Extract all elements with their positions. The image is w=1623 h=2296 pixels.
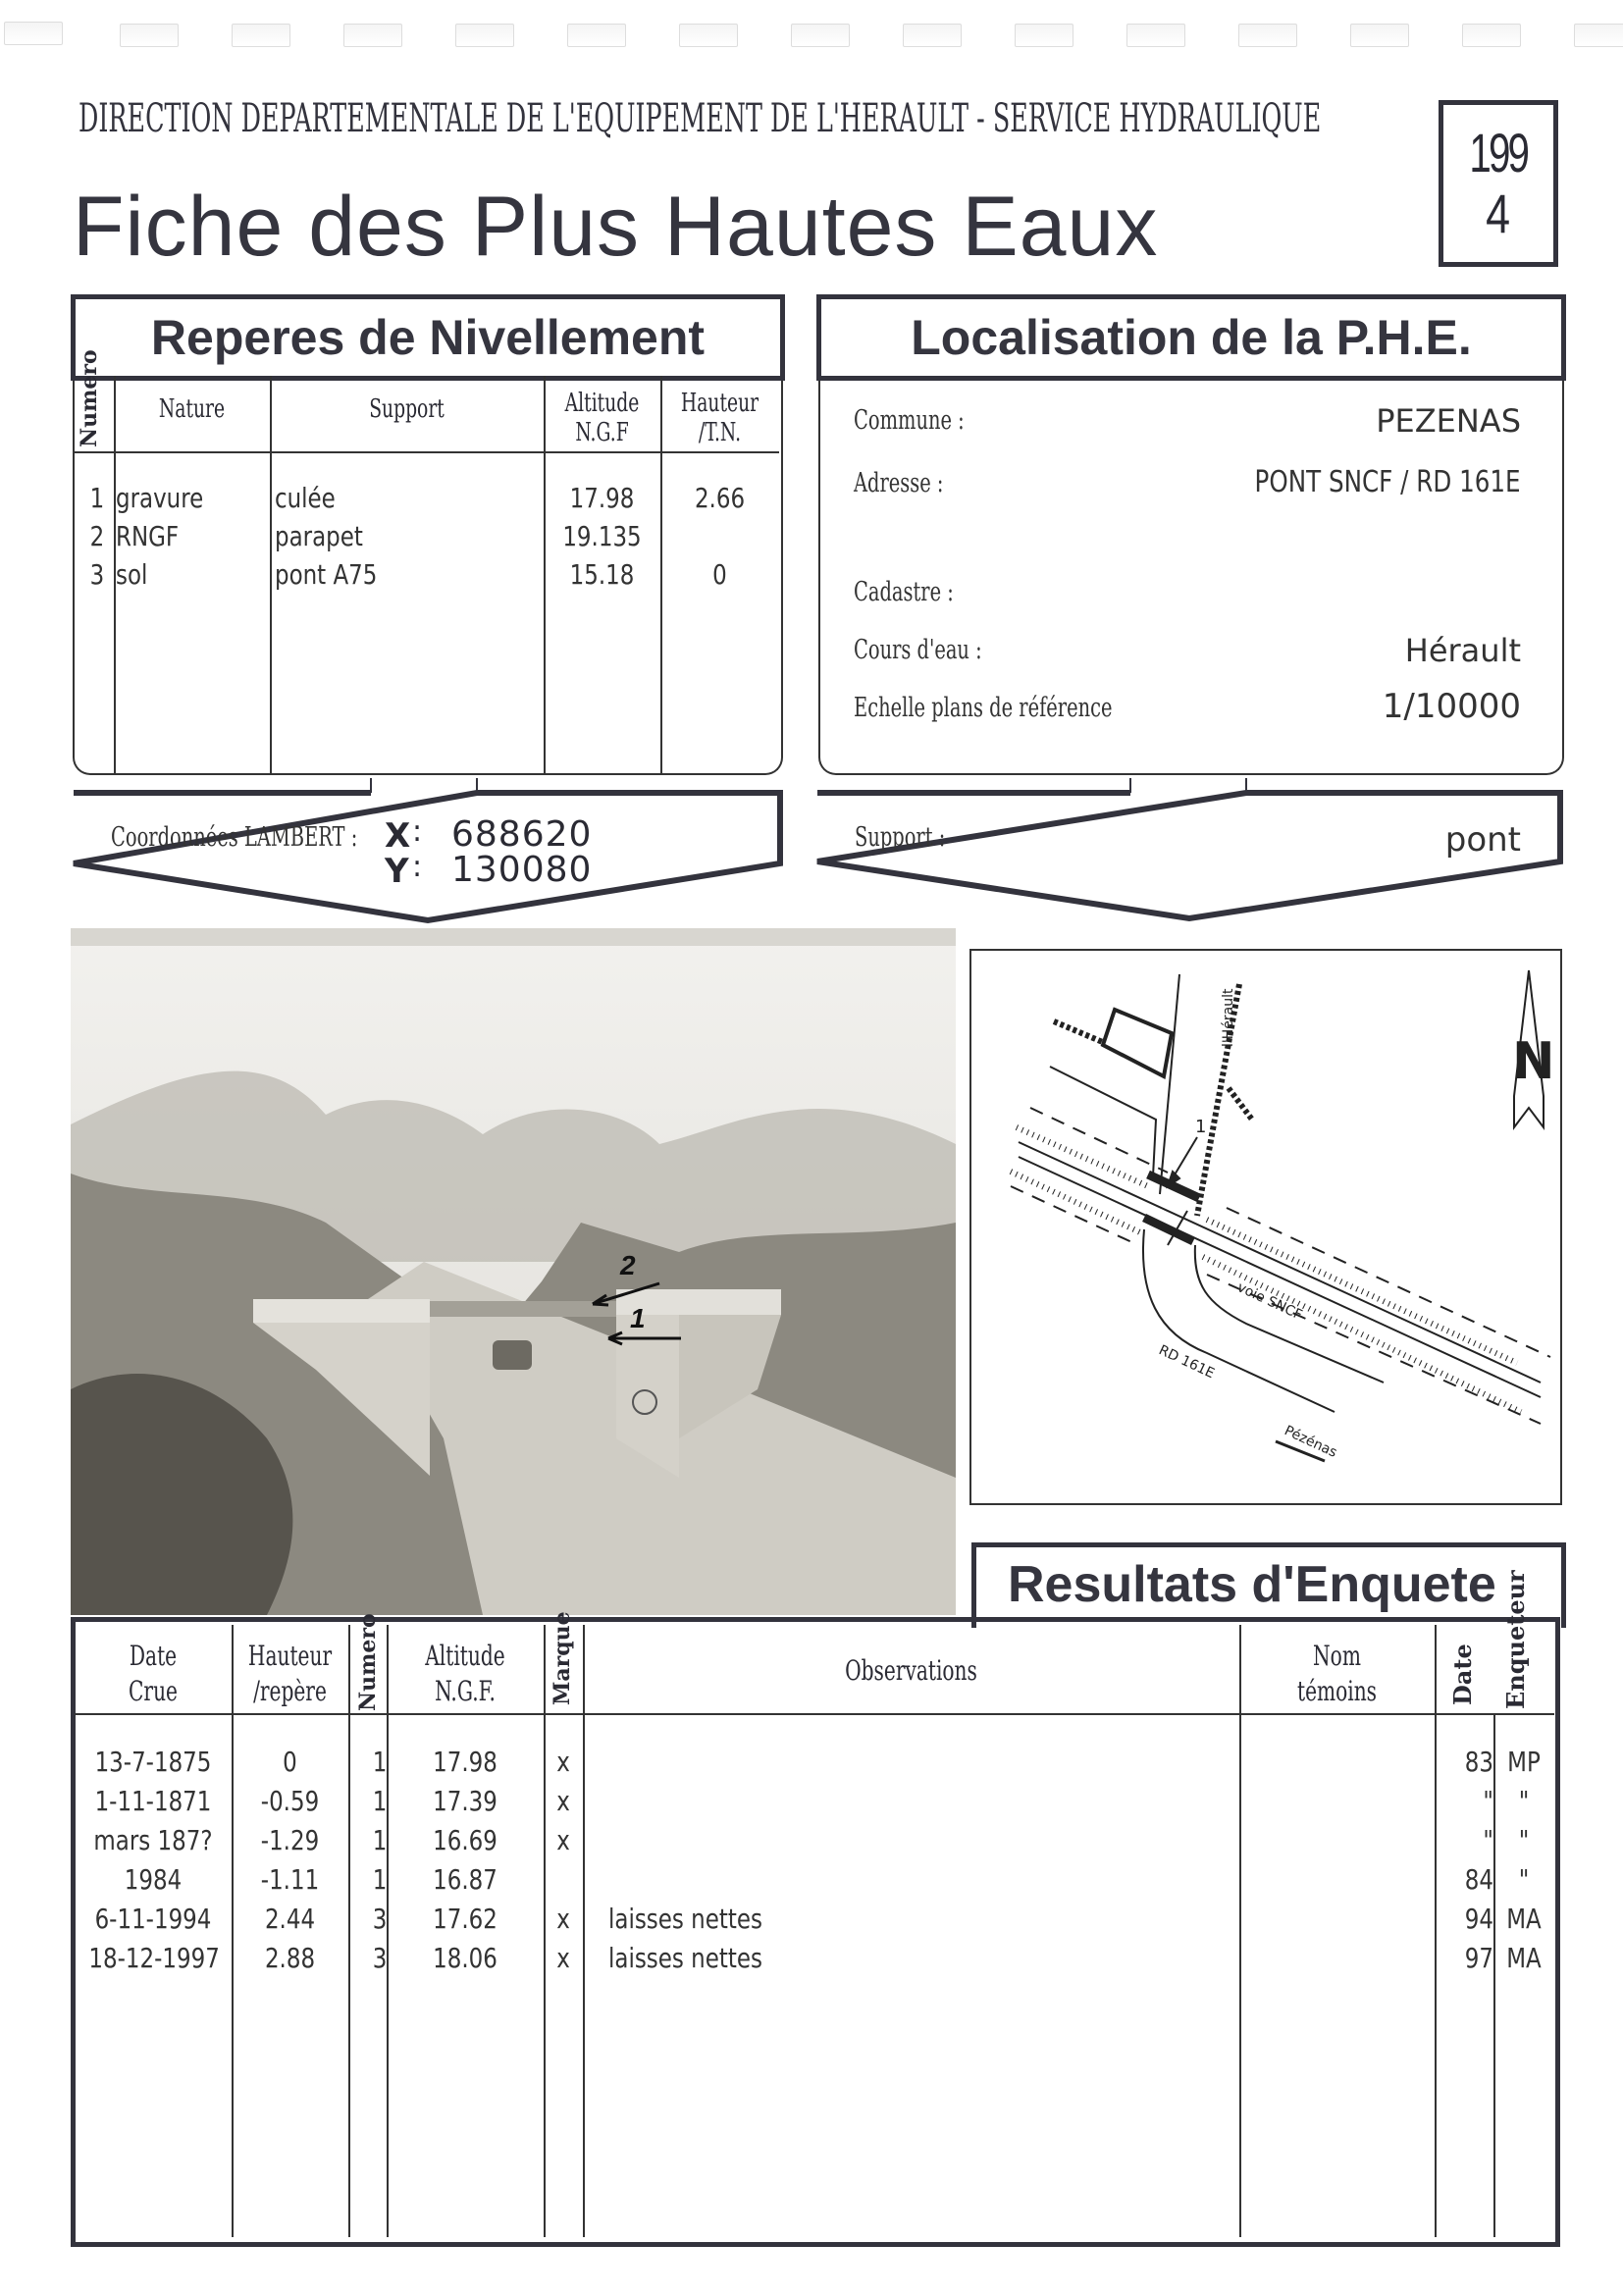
cell-observations: laisses nettes xyxy=(608,1942,762,1974)
plan-town-label: Pézénas xyxy=(1282,1423,1339,1461)
cell-marque: x xyxy=(556,1903,570,1935)
coord-x-label: X xyxy=(385,816,411,856)
cell-date-crue: 1984 xyxy=(124,1863,183,1896)
cell-date-crue: 18-12-1997 xyxy=(88,1942,220,1974)
cell-numero: 1 xyxy=(372,1824,388,1856)
col-header-hauteur xyxy=(677,389,762,447)
binder-hole xyxy=(791,24,850,47)
coord-y-label: Y xyxy=(385,852,409,891)
col-header-nom-l2: témoins xyxy=(1296,1675,1378,1707)
cell-nature: RNGF xyxy=(116,520,180,552)
bridge-photo xyxy=(71,928,956,1615)
cell-date: 94 xyxy=(1464,1903,1493,1935)
col-header-altitude-l2: N.G.F. xyxy=(435,1675,496,1707)
cell-altitude: 17.39 xyxy=(433,1785,497,1817)
col-divider xyxy=(544,1625,546,2237)
cell-numero: 3 xyxy=(372,1903,388,1935)
col-header-date-crue-l1: Date xyxy=(129,1640,178,1672)
col-header-date-crue xyxy=(96,1639,209,1709)
col-divider xyxy=(232,1625,234,2237)
reperes-title-text: Reperes de Nivellement xyxy=(150,310,706,365)
binder-hole xyxy=(1350,24,1409,47)
col-header-altitude-l1: Altitude xyxy=(564,389,640,418)
cell-observations: laisses nettes xyxy=(608,1903,762,1935)
cell-support: pont A75 xyxy=(275,558,378,591)
col-header-nom-l1: Nom xyxy=(1313,1640,1361,1672)
col-header-altitude-l2: N.G.F xyxy=(575,418,629,447)
plan-river-label: l'Hérault xyxy=(1221,988,1236,1047)
localisation-title-text: Localisation de la P.H.E. xyxy=(911,310,1472,365)
cell-numero: 1 xyxy=(372,1863,388,1896)
col-header-numero: Numero xyxy=(355,1613,381,1711)
organization-name: DIRECTION DEPARTEMENTALE DE L'EQUIPEMENT DE L'HERAULT - SERVICE HYDRAULIQUE xyxy=(79,96,1322,141)
localisation-title xyxy=(816,294,1566,381)
col-header-hauteur-l2: /T.N. xyxy=(698,418,742,447)
cell-marque: x xyxy=(556,1746,570,1778)
col-header-nom-temoins xyxy=(1267,1639,1407,1709)
cell-date-crue: 1-11-1871 xyxy=(94,1785,212,1817)
col-header-numero: Numero xyxy=(77,349,102,447)
support-value: pont xyxy=(1444,820,1521,860)
cell-hauteur: 0 xyxy=(283,1746,297,1778)
cell-date-crue: 13-7-1875 xyxy=(94,1746,212,1778)
cell-nature: sol xyxy=(116,558,148,591)
cell-enqueteur: " xyxy=(1518,1785,1530,1817)
cell-numero: 2 xyxy=(89,520,105,552)
col-divider xyxy=(1239,1625,1241,2237)
col-header-hauteur-l2: /repère xyxy=(253,1675,327,1707)
cadastre-label: Cadastre : xyxy=(854,577,954,607)
plan-drawing xyxy=(971,951,1560,1503)
binder-hole xyxy=(1462,24,1521,47)
binder-hole xyxy=(232,24,290,47)
col-divider xyxy=(348,1625,350,2237)
plan-marker-label: 1 xyxy=(1195,1117,1207,1137)
cell-altitude: 17.98 xyxy=(569,482,635,514)
cell-date: 84 xyxy=(1464,1863,1493,1896)
reperes-title xyxy=(71,294,785,381)
cell-support: parapet xyxy=(275,520,363,552)
commune-value: PEZENAS xyxy=(1376,402,1521,440)
binder-hole xyxy=(903,24,962,47)
coord-x-value: 688620 xyxy=(451,814,593,855)
binder-hole xyxy=(1126,24,1185,47)
organization-header xyxy=(79,96,1623,141)
cell-enqueteur: " xyxy=(1518,1863,1530,1896)
photo-label-2: 2 xyxy=(620,1250,636,1280)
col-divider xyxy=(1493,1713,1495,2237)
col-header-observations: Observations xyxy=(845,1654,977,1687)
cell-altitude: 17.62 xyxy=(433,1903,497,1935)
cours-eau-value: Hérault xyxy=(1404,632,1521,669)
col-header-date-crue-l2: Crue xyxy=(129,1675,178,1707)
rail-line xyxy=(1019,1142,1541,1383)
sheet-number-line1: 199 xyxy=(1469,122,1528,183)
plan-rail-label: voie SNCF xyxy=(1234,1279,1305,1324)
cell-marque: x xyxy=(556,1942,570,1974)
hatched-building xyxy=(1103,1010,1172,1076)
cell-enqueteur: " xyxy=(1518,1824,1530,1856)
location-plan xyxy=(969,949,1562,1505)
cell-hauteur: 2.44 xyxy=(264,1903,316,1935)
cell-date: " xyxy=(1483,1785,1493,1817)
river-bank-left xyxy=(1160,974,1179,1194)
binder-hole xyxy=(1015,24,1073,47)
cell-marque: x xyxy=(556,1824,570,1856)
cell-date-crue: mars 187? xyxy=(93,1824,213,1856)
cell-enqueteur: MA xyxy=(1506,1942,1542,1974)
col-header-altitude xyxy=(408,1639,521,1709)
coordonnees-label: Coordonnées LAMBERT : xyxy=(111,822,358,853)
cell-nature: gravure xyxy=(116,482,204,514)
cell-altitude: 15.18 xyxy=(569,558,635,591)
photo-label-1: 1 xyxy=(630,1303,646,1333)
cell-date: 97 xyxy=(1464,1942,1493,1974)
col-header-nature: Nature xyxy=(158,394,226,424)
connector-line xyxy=(371,778,477,793)
binder-hole xyxy=(120,24,179,47)
resultats-header-divider xyxy=(75,1713,1554,1715)
cell-numero: 3 xyxy=(372,1942,388,1974)
cell-hauteur: -1.11 xyxy=(260,1863,320,1896)
echelle-value: 1/10000 xyxy=(1382,687,1521,726)
adresse-value: PONT SNCF / RD 161E xyxy=(1254,465,1521,499)
reperes-header-divider xyxy=(75,451,779,453)
col-divider xyxy=(270,376,272,775)
cell-marque: x xyxy=(556,1785,570,1817)
cell-hauteur: 2.88 xyxy=(264,1942,316,1974)
cell-hauteur: 0 xyxy=(712,558,727,591)
arrow-banners xyxy=(0,775,1623,932)
connector-line xyxy=(1130,778,1246,793)
binder-hole xyxy=(455,24,514,47)
cell-date: " xyxy=(1483,1824,1493,1856)
cell-support: culée xyxy=(275,482,336,514)
photo-illustration xyxy=(71,928,956,1615)
cell-numero: 1 xyxy=(372,1785,388,1817)
cell-altitude: 16.87 xyxy=(433,1863,497,1896)
binder-hole xyxy=(567,24,626,47)
resultats-title-box xyxy=(971,1542,1566,1628)
cell-numero: 1 xyxy=(89,482,105,514)
binder-hole xyxy=(4,22,63,45)
coordonnees-arrow-shape xyxy=(74,793,780,920)
col-header-date: Date xyxy=(1448,1644,1477,1705)
cell-hauteur: 2.66 xyxy=(694,482,746,514)
col-header-hauteur-l1: Hauteur xyxy=(680,389,759,418)
col-divider xyxy=(544,376,546,775)
col-header-marque: Marque xyxy=(550,1611,575,1705)
coord-y-value: 130080 xyxy=(451,850,593,890)
col-header-altitude-l1: Altitude xyxy=(425,1640,505,1672)
cell-date: 83 xyxy=(1464,1746,1493,1778)
page-title: Fiche des Plus Hautes Eaux xyxy=(73,180,1159,274)
cell-hauteur: -1.29 xyxy=(260,1824,320,1856)
binder-hole xyxy=(1574,24,1623,47)
plan-road-label: RD 161E xyxy=(1156,1342,1217,1383)
col-header-enqueteur: Enqueteur xyxy=(1501,1570,1530,1709)
col-divider xyxy=(660,376,662,775)
cell-numero: 1 xyxy=(372,1746,388,1778)
binder-hole xyxy=(679,24,738,47)
cell-altitude: 18.06 xyxy=(433,1942,497,1974)
support-label: Support : xyxy=(855,822,946,853)
col-header-hauteur xyxy=(248,1639,333,1709)
adresse-label: Adresse : xyxy=(854,468,944,498)
cell-date-crue: 6-11-1994 xyxy=(94,1903,212,1935)
cell-altitude: 16.69 xyxy=(433,1824,497,1856)
echelle-label: Echelle plans de référence xyxy=(854,693,1113,723)
col-divider xyxy=(1435,1625,1437,2237)
cell-hauteur: -0.59 xyxy=(260,1785,320,1817)
col-header-hauteur-l1: Hauteur xyxy=(247,1640,333,1672)
col-divider xyxy=(583,1625,585,2237)
cell-enqueteur: MA xyxy=(1506,1903,1542,1935)
sheet-number-box xyxy=(1439,100,1558,267)
commune-label: Commune : xyxy=(854,405,965,436)
binder-hole xyxy=(343,24,402,47)
binder-hole xyxy=(1238,24,1297,47)
col-header-support: Support xyxy=(369,394,445,424)
sheet-number-line2: 4 xyxy=(1486,183,1511,244)
cours-eau-label: Cours d'eau : xyxy=(854,635,982,665)
cell-numero: 3 xyxy=(89,558,105,591)
cell-enqueteur: MP xyxy=(1507,1746,1541,1778)
col-header-altitude xyxy=(560,389,645,447)
north-label: N xyxy=(1512,1032,1555,1091)
cell-altitude: 19.135 xyxy=(562,520,642,552)
cell-altitude: 17.98 xyxy=(433,1746,497,1778)
resultats-title: Resultats d'Enquete xyxy=(1008,1556,1496,1613)
